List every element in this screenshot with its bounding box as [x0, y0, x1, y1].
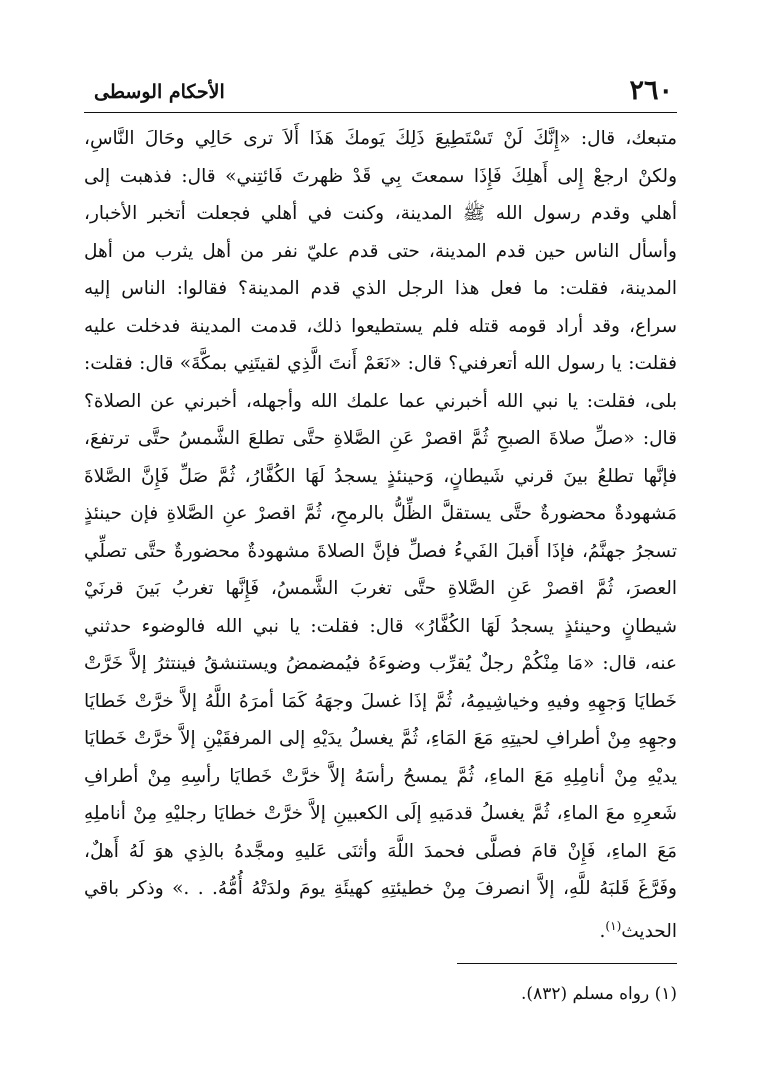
text-line: وفَرَّغَ قَلبَهُ للَّهِ، إلاَّ انصرفَ مِنْ خطيئتِهِ كهيئَةِ يومَ ولدَتْهُ أُمُّهُ. . .» وذكر باقي: [84, 878, 677, 899]
footnote-divider: [457, 963, 677, 964]
text-line: وجهِهِ مِنْ أطرافِ لحيتِهِ مَعَ المَاءِ، ثُمَّ يغسلُ يدَيْهِ إلى المرفقَيْنِ إلاَّ خرَّتْ خَطايَا: [84, 728, 677, 749]
footnote: (١) رواه مسلم (٨٣٢).: [521, 984, 677, 1004]
text-line: تسجرُ جهنَّمُ، فإذَا أَقبلَ الفَيءُ فصلِّ فإنَّ الصلاةَ مشهودةٌ محضورةٌ حتَّى تصلِّي: [84, 540, 677, 562]
last-line-text: الحديث: [621, 920, 677, 942]
text-line: فإنَّها تطلعُ بينَ قرني شَيطانٍ، وَحينئذٍ يسجدُ لَهَا الكُفَّارُ، ثُمَّ صَلِّ فَإِنَّ الصَّلاةَ: [84, 465, 677, 487]
text-line: فقلت: يا رسول الله أتعرفني؟ قال: «نَعَمْ أَنتَ الَّذِي لقيتَنِي بمكَّةَ» قال: فقلت:: [84, 353, 677, 374]
text-line: شيطانٍ وحينئذٍ يسجدُ لَهَا الكُفَّارُ» قال: فقلت: يا نبي الله فالوضوء حدثني: [84, 615, 677, 637]
text-line: بلى، فقلت: يا نبي الله أخبرني عما علمك الله وأجهله، أخبرني عن الصلاة؟: [84, 390, 677, 412]
text-line: يديْهِ مِنْ أنامِلِهِ مَعَ الماءِ، ثُمَّ يمسحُ رأسَهُ إلاَّ خرَّتْ خَطايَا رأسِهِ مِنْ أطرافِ: [84, 765, 677, 787]
text-line: مَشهودةٌ محضورةٌ حتَّى يستقلَّ الظِّلُّ بالرمحِ، ثُمَّ اقصرْ عنِ الصَّلاةِ فإن حينئذٍ: [84, 503, 677, 524]
text-line: أهلي وقدم رسول الله ﷺ المدينة، وكنت في أهلي فجعلت أتخبر الأخبار،: [84, 203, 677, 224]
text-line: عنه، قال: «مَا مِنْكُمْ رجلٌ يُقرِّب وضوءَهُ فيُمضمضُ ويستنشقُ فينتثرُ إلاَّ خَرَّتْ: [84, 653, 677, 674]
text-line: العصرَ، ثُمَّ اقصرْ عَنِ الصَّلاةِ حتَّى تغربَ الشَّمسُ، فَإِنَّها تغربُ بَينَ قرنَيْ: [84, 578, 677, 599]
page-number: ٢٦٠: [629, 75, 673, 106]
text-line: المدينة، فقلت: ما فعل هذا الرجل الذي قدم المدينة؟ فقالوا: الناس إليه: [84, 278, 677, 299]
text-line: ولكنْ ارجعْ إِلى أَهلِكَ فَإِذَا سمعتَ بِي قَدْ ظهرتَ فَائتِني» قال: فذهبت إلى: [84, 165, 677, 187]
text-line: وأسأل الناس حين قدم المدينة، حتى قدم عليّ نفر من أهل يثرب من أهل: [84, 240, 677, 262]
text-line: خَطايَا وَجهِهِ وفيهِ وخياشِيمِهُ، ثُمَّ إذَا غسلَ وجهَهُ كَمَا أمرَهُ اللَّهُ إلاَّ خرَّتْ خَطايَا: [84, 690, 677, 712]
text-line: مَعَ الماءِ، فَإِنْ قامَ فصلَّى فحمدَ اللَّهَ وأثنَى عَليهِ ومجَّدهُ بالذِي هوَ لَهُ أَهلٌ،: [84, 840, 677, 862]
text-line: متبعك، قال: «إِنَّكَ لَنْ تَسْتَطِيعَ ذَلِكَ يَومكَ هَذَا أَلاَ ترى حَالِي وحَالَ النَّاسِ،: [84, 128, 677, 149]
final-period: .: [599, 920, 606, 942]
text-line-last: [84, 908, 677, 951]
footnote-reference[interactable]: (١): [605, 918, 622, 933]
text-line: قال: «صلِّ صلاةَ الصبحِ ثُمَّ اقصرْ عَنِ الصَّلاةِ حتَّى تطلعَ الشَّمسُ حتَّى ترتفعَ،: [84, 428, 677, 449]
page-header: [84, 72, 677, 113]
text-line: شَعرِهِ معَ الماءِ، ثُمَّ يغسلُ قدمَيهِ إلَى الكعبينِ إلاَّ خرَّتْ خطايَا رجليْهِ مِنْ أناملِهِ: [84, 803, 677, 824]
main-text: [84, 120, 677, 950]
text-line: سراع، وقد أراد قومه قتله فلم يستطيعوا ذلك، قدمت المدينة فدخلت عليه: [84, 315, 677, 337]
running-title: الأحكام الوسطى: [94, 81, 225, 103]
